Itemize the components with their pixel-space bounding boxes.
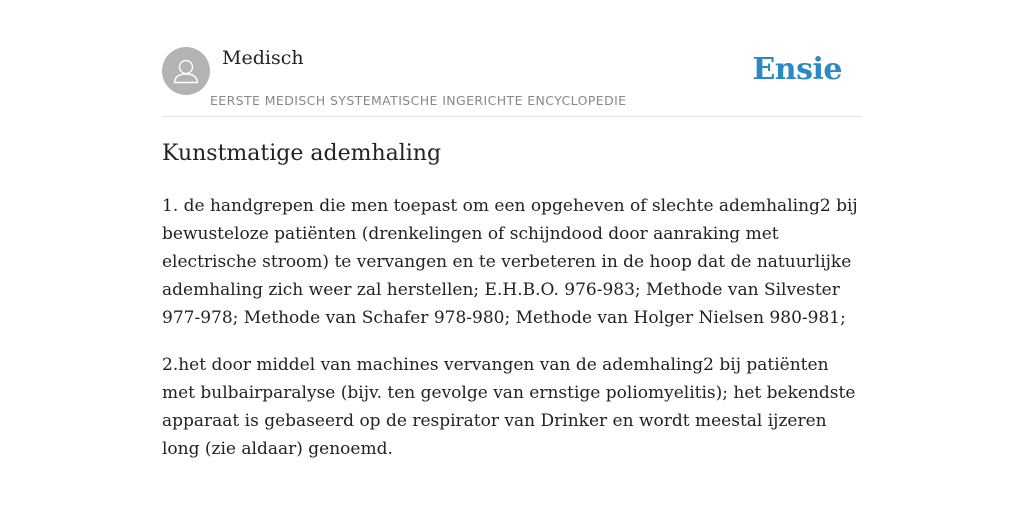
source-header xyxy=(162,0,862,117)
article-body xyxy=(162,192,862,482)
user-avatar-icon[interactable] xyxy=(162,47,210,95)
article-paragraph: 1. de handgrepen die men toepast om een opgeheven of slechte ademhaling2 bij bewusteloze patiënten (drenkelingen of schijndood door aanraking met electrische stroom) te vervangen en te verbeteren in de hoop dat de natuurlijke ademhaling zich weer zal herstellen; E.H.B.O. 976-983; Methode van Silvester 977-978; Methode van Schafer 978-980; Methode van Holger Nielsen 980-981; xyxy=(162,196,858,328)
source-subtitle: EERSTE MEDISCH SYSTEMATISCHE INGERICHTE ENCYCLOPEDIE xyxy=(210,93,627,108)
article-title: Kunstmatige ademhaling xyxy=(162,141,442,166)
source-name-link[interactable]: Medisch xyxy=(222,47,304,69)
ensie-logo[interactable]: Ensie xyxy=(752,52,842,87)
article-paragraph: 2.het door middel van machines vervangen van de ademhaling2 bij patiënten met bulbairparalyse (bijv. ten gevolge van ernstige poliomyelitis); het bekendste apparaat is gebaseerd op de respirator van Drinker en wordt meestal ijzeren long (zie aldaar) genoemd. xyxy=(162,355,856,459)
